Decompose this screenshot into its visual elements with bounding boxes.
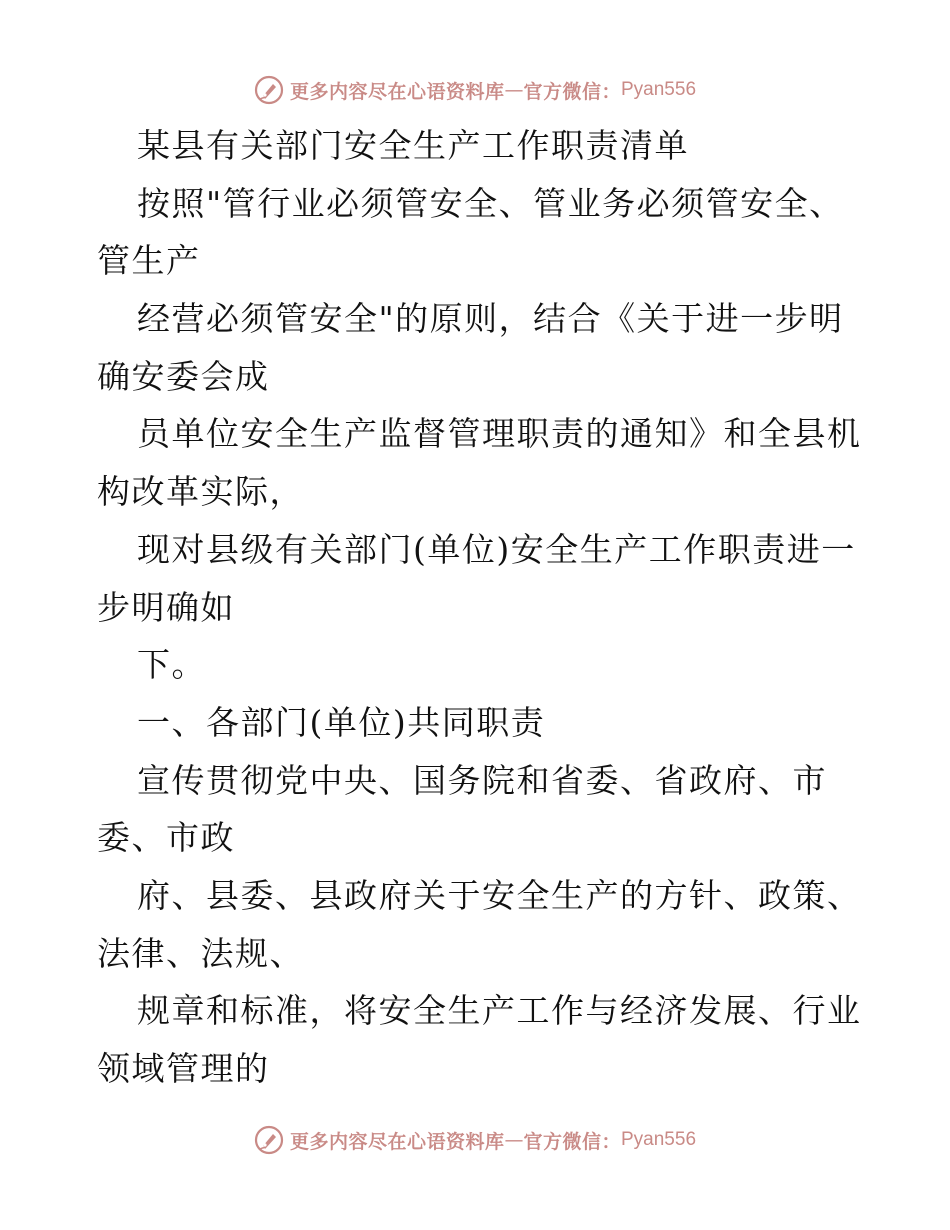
- watermark-wechat-id: Pyan556: [621, 79, 697, 100]
- text-line: 委、市政: [97, 818, 235, 858]
- text-line: 下。: [137, 645, 206, 685]
- text-line: 经营必须管安全"的原则，结合《关于进一步明: [137, 299, 844, 339]
- watermark-wechat-label: 官方微信：: [523, 1130, 621, 1153]
- footer-watermark: [0, 1120, 950, 1160]
- watermark-wechat-id: Pyan556: [621, 1129, 697, 1150]
- watermark-wechat-label: 官方微信：: [523, 80, 621, 103]
- text-line: 府、县委、县政府关于安全生产的方针、政策、: [137, 875, 862, 915]
- text-line: 一、各部门(单位)共同职责: [137, 702, 546, 742]
- text-line: 管生产: [97, 241, 201, 281]
- text-line: 某县有关部门安全生产工作职责清单: [137, 126, 689, 165]
- text-line: 步明确如: [97, 587, 235, 627]
- text-line: 现对县级有关部门(单位)安全生产工作职责进一: [137, 529, 856, 569]
- text-line: 领域管理的: [97, 1049, 270, 1088]
- watermark-site-text: 更多内容尽在心语资料库: [289, 1130, 505, 1153]
- watermark-site-text: 更多内容尽在心语资料库: [289, 80, 505, 103]
- text-line: 宣传贯彻党中央、国务院和省委、省政府、市: [137, 760, 827, 800]
- text-line: 员单位安全生产监督管理职责的通知》和全县机: [137, 414, 862, 454]
- header-watermark: [0, 70, 950, 110]
- text-line: 构改革实际，: [97, 472, 304, 512]
- text-line: 确安委会成: [97, 356, 270, 396]
- watermark-separator: —: [504, 1129, 524, 1151]
- watermark-separator: —: [504, 79, 524, 101]
- document-body: [97, 117, 862, 1098]
- pen-nib-logo-icon: [254, 1125, 284, 1155]
- pen-nib-logo-icon: [254, 75, 284, 105]
- text-line: 规章和标准，将安全生产工作与经济发展、行业: [137, 991, 862, 1031]
- text-line: 按照"管行业必须管安全、管业务必须管安全、: [137, 183, 844, 223]
- text-line: 法律、法规、: [97, 933, 304, 973]
